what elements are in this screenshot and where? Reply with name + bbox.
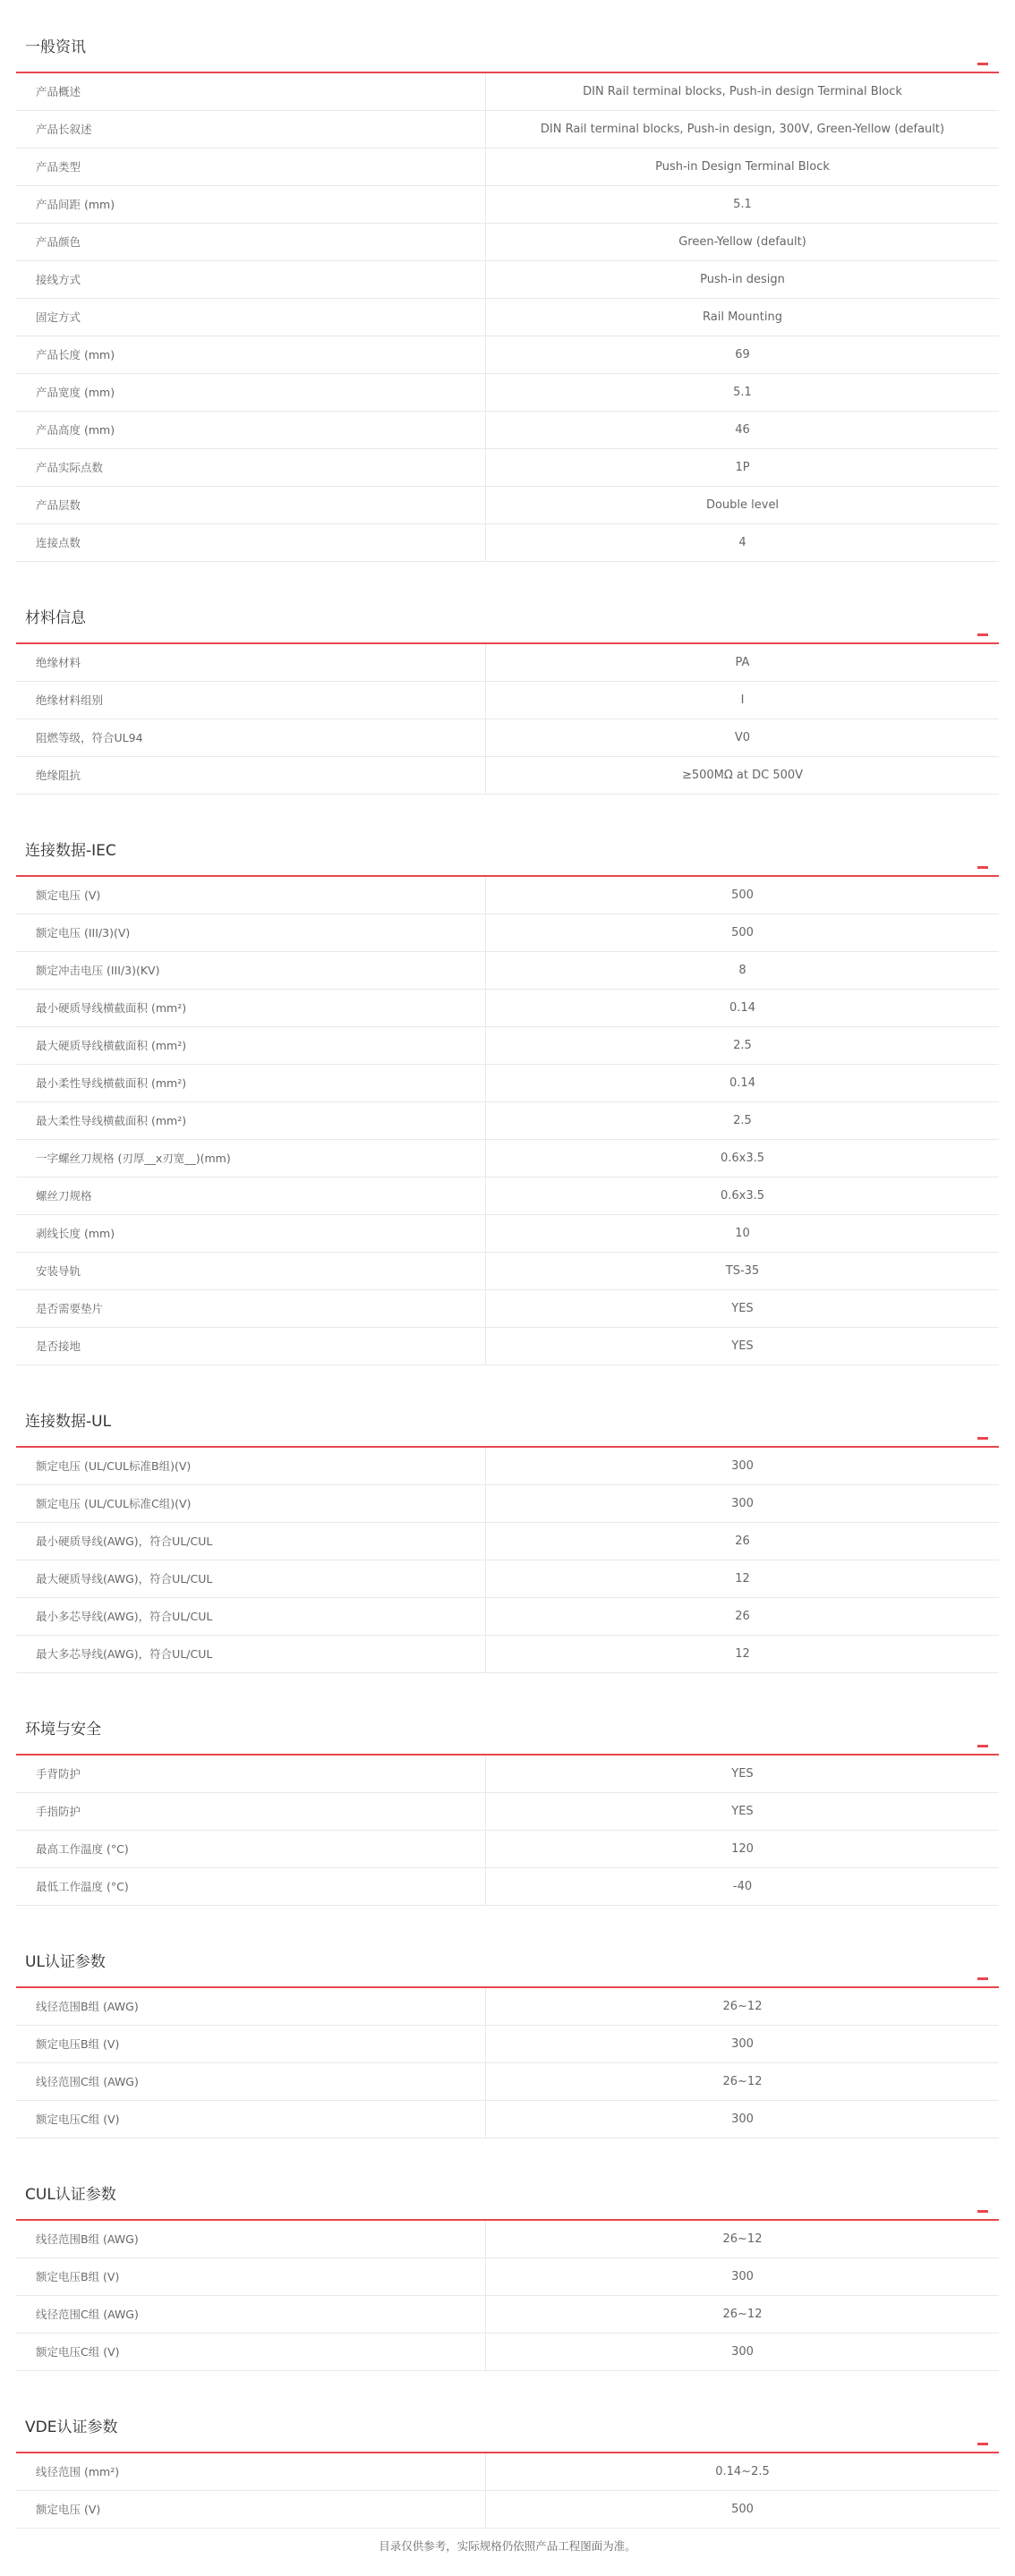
spec-label: 最大柔性导线横截面积 (mm²) — [16, 1102, 486, 1139]
section-title: 环境与安全 — [25, 1721, 101, 1739]
disclaimer-footnote: 目录仅供参考，实际规格仍依照产品工程图面为准。 — [379, 2539, 636, 2553]
spec-value: 10 — [735, 1227, 750, 1240]
spec-row — [16, 1253, 999, 1290]
collapse-minus-icon[interactable] — [977, 1437, 988, 1440]
spec-value: 300 — [731, 2345, 754, 2359]
spec-label: 产品宽度 (mm) — [16, 374, 486, 411]
spec-row — [16, 186, 999, 224]
spec-row — [16, 1598, 999, 1636]
spec-value: 26~12 — [722, 2075, 763, 2088]
spec-row — [16, 1328, 999, 1365]
spec-row — [16, 2453, 999, 2491]
spec-row — [16, 1290, 999, 1328]
spec-value: Rail Mounting — [703, 310, 782, 324]
spec-label: 最小多芯导线(AWG)，符合UL/CUL — [16, 1598, 486, 1635]
spec-label: 线径范围 (mm²) — [16, 2453, 486, 2490]
spec-label: 手背防护 — [16, 1756, 486, 1792]
spec-value: -40 — [732, 1880, 753, 1893]
spec-value: 5.1 — [733, 198, 752, 211]
spec-section — [16, 587, 999, 795]
spec-value: 8 — [738, 964, 746, 977]
spec-label: 最小柔性导线横截面积 (mm²) — [16, 1065, 486, 1101]
spec-label: 最大硬质导线(AWG)，符合UL/CUL — [16, 1560, 486, 1597]
spec-value: 12 — [735, 1572, 750, 1586]
spec-label: 产品间距 (mm) — [16, 186, 486, 223]
spec-label: 额定电压C组 (V) — [16, 2101, 486, 2138]
spec-label: 线径范围C组 (AWG) — [16, 2063, 486, 2100]
spec-label: 产品长叙述 — [16, 111, 486, 148]
spec-label: 阻燃等级，符合UL94 — [16, 719, 486, 756]
collapse-minus-icon[interactable] — [977, 1745, 988, 1747]
spec-label: 额定电压B组 (V) — [16, 2258, 486, 2295]
spec-value: Double level — [705, 498, 780, 512]
section-header — [16, 1698, 999, 1756]
spec-row — [16, 877, 999, 914]
spec-row — [16, 487, 999, 524]
spec-value: 26~12 — [722, 2232, 763, 2246]
spec-value: 26 — [735, 1610, 750, 1623]
spec-value: YES — [731, 1767, 754, 1781]
spec-row — [16, 2063, 999, 2101]
spec-label: 产品类型 — [16, 149, 486, 185]
spec-label: 产品颜色 — [16, 224, 486, 260]
section-title: 材料信息 — [25, 609, 86, 627]
spec-value: 300 — [731, 1497, 754, 1510]
spec-section — [16, 1390, 999, 1673]
spec-row — [16, 1065, 999, 1102]
spec-label: 接线方式 — [16, 261, 486, 298]
spec-label: 产品概述 — [16, 73, 486, 110]
spec-row — [16, 449, 999, 487]
collapse-minus-icon[interactable] — [977, 63, 988, 65]
spec-label: 额定电压 (V) — [16, 877, 486, 914]
section-title: 连接数据-UL — [25, 1413, 112, 1431]
spec-value: DIN Rail terminal blocks, Push-in design, 300V, Green-Yellow (default) — [540, 123, 945, 136]
section-title: VDE认证参数 — [25, 2419, 118, 2436]
section-header — [16, 2164, 999, 2221]
spec-value: 500 — [731, 2503, 754, 2516]
spec-value: PA — [735, 656, 750, 669]
spec-row — [16, 1140, 999, 1177]
spec-label: 绝缘材料组别 — [16, 682, 486, 718]
spec-value: 0.14~2.5 — [715, 2465, 770, 2478]
spec-value: TS-35 — [725, 1264, 760, 1278]
spec-label: 最小硬质导线(AWG)，符合UL/CUL — [16, 1523, 486, 1560]
spec-label: 是否需要垫片 — [16, 1290, 486, 1327]
section-header — [16, 16, 999, 73]
spec-label: 安装导轨 — [16, 1253, 486, 1289]
spec-row — [16, 1636, 999, 1673]
spec-row — [16, 2491, 999, 2529]
spec-value: DIN Rail terminal blocks, Push-in design Terminal Block — [583, 85, 902, 98]
spec-label: 剥线长度 (mm) — [16, 1215, 486, 1252]
spec-label: 产品层数 — [16, 487, 486, 523]
spec-row — [16, 1177, 999, 1215]
spec-value: 500 — [731, 926, 754, 939]
spec-label: 是否接地 — [16, 1328, 486, 1365]
spec-label: 绝缘阻抗 — [16, 757, 486, 794]
spec-row — [16, 1485, 999, 1523]
spec-value: 26~12 — [722, 2308, 763, 2321]
spec-row — [16, 1215, 999, 1253]
spec-section — [16, 820, 999, 1365]
spec-value: 26~12 — [722, 2000, 763, 2013]
spec-row — [16, 914, 999, 952]
spec-value: 500 — [731, 888, 754, 902]
spec-value: 12 — [735, 1647, 750, 1661]
spec-row — [16, 1793, 999, 1831]
spec-label: 一字螺丝刀规格 (刃厚__x刃宽__)(mm) — [16, 1140, 486, 1177]
spec-value: 300 — [731, 2270, 754, 2283]
spec-value: ≥500MΩ at DC 500V — [681, 769, 804, 782]
spec-row — [16, 1988, 999, 2026]
spec-label: 线径范围C组 (AWG) — [16, 2296, 486, 2333]
spec-row — [16, 1448, 999, 1485]
spec-section — [16, 1698, 999, 1906]
spec-label: 额定冲击电压 (III/3)(KV) — [16, 952, 486, 989]
section-title: UL认证参数 — [25, 1953, 106, 1971]
spec-value: 5.1 — [733, 386, 752, 399]
spec-row — [16, 2334, 999, 2371]
section-header — [16, 1931, 999, 1988]
spec-label: 产品长度 (mm) — [16, 336, 486, 373]
spec-label: 绝缘材料 — [16, 644, 486, 681]
collapse-minus-icon[interactable] — [977, 633, 988, 636]
spec-label: 额定电压 (UL/CUL标准C组)(V) — [16, 1485, 486, 1522]
collapse-minus-icon[interactable] — [977, 2210, 988, 2213]
spec-row — [16, 374, 999, 412]
spec-row — [16, 261, 999, 299]
spec-value: Push-in Design Terminal Block — [655, 160, 830, 174]
spec-row — [16, 757, 999, 795]
spec-value: 1P — [735, 461, 750, 474]
spec-value: 0.6x3.5 — [720, 1189, 765, 1203]
spec-label: 额定电压 (UL/CUL标准B组)(V) — [16, 1448, 486, 1484]
spec-row — [16, 1027, 999, 1065]
spec-value: 26 — [735, 1535, 750, 1548]
section-header — [16, 2396, 999, 2453]
spec-row — [16, 412, 999, 449]
spec-label: 连接点数 — [16, 524, 486, 561]
spec-value: Push-in design — [700, 273, 785, 286]
spec-value: 0.14 — [729, 1076, 755, 1090]
section-header — [16, 587, 999, 644]
spec-page — [16, 16, 999, 2554]
spec-label: 最小硬质导线横截面积 (mm²) — [16, 990, 486, 1026]
spec-value: 0.14 — [729, 1001, 755, 1015]
spec-value: 46 — [735, 423, 750, 437]
spec-value: V0 — [734, 731, 751, 744]
spec-label: 额定电压 (V) — [16, 2491, 486, 2528]
spec-value: Green-Yellow (default) — [678, 235, 806, 249]
spec-label: 手指防护 — [16, 1793, 486, 1830]
spec-label: 产品高度 (mm) — [16, 412, 486, 448]
spec-label: 额定电压B组 (V) — [16, 2026, 486, 2062]
spec-label: 线径范围B组 (AWG) — [16, 2221, 486, 2257]
spec-label: 额定电压C组 (V) — [16, 2334, 486, 2370]
spec-label: 螺丝刀规格 — [16, 1177, 486, 1214]
spec-row — [16, 2296, 999, 2334]
spec-row — [16, 524, 999, 562]
section-title: 一般资讯 — [25, 38, 86, 56]
spec-value: YES — [731, 1339, 754, 1353]
spec-row — [16, 1868, 999, 1906]
spec-label: 最大硬质导线横截面积 (mm²) — [16, 1027, 486, 1064]
spec-row — [16, 1523, 999, 1560]
spec-section — [16, 2396, 999, 2529]
spec-value: 300 — [731, 2113, 754, 2126]
spec-value: 0.6x3.5 — [720, 1152, 765, 1165]
spec-row — [16, 336, 999, 374]
spec-row — [16, 644, 999, 682]
spec-value: YES — [731, 1302, 754, 1315]
spec-value: 2.5 — [733, 1039, 752, 1052]
spec-row — [16, 149, 999, 186]
spec-value: YES — [731, 1805, 754, 1818]
spec-value: 300 — [731, 2037, 754, 2051]
section-header — [16, 820, 999, 877]
spec-value: 69 — [735, 348, 750, 361]
spec-row — [16, 682, 999, 719]
collapse-minus-icon[interactable] — [977, 866, 988, 869]
spec-label: 最大多芯导线(AWG)，符合UL/CUL — [16, 1636, 486, 1672]
spec-row — [16, 1560, 999, 1598]
spec-row — [16, 111, 999, 149]
collapse-minus-icon[interactable] — [977, 2443, 988, 2445]
spec-section — [16, 2164, 999, 2371]
spec-section — [16, 16, 999, 562]
spec-label: 线径范围B组 (AWG) — [16, 1988, 486, 2025]
spec-label: 额定电压 (III/3)(V) — [16, 914, 486, 951]
spec-label: 固定方式 — [16, 299, 486, 336]
spec-row — [16, 2101, 999, 2138]
spec-row — [16, 990, 999, 1027]
spec-row — [16, 299, 999, 336]
spec-value: 2.5 — [733, 1114, 752, 1127]
spec-value: 4 — [738, 536, 746, 549]
spec-row — [16, 952, 999, 990]
section-title: 连接数据-IEC — [25, 842, 116, 860]
spec-label: 最低工作温度 (°C) — [16, 1868, 486, 1905]
spec-row — [16, 2258, 999, 2296]
section-header — [16, 1390, 999, 1448]
spec-row — [16, 1831, 999, 1868]
spec-section — [16, 1931, 999, 2138]
spec-value: I — [740, 693, 745, 707]
spec-value: 120 — [731, 1842, 754, 1856]
spec-label: 最高工作温度 (°C) — [16, 1831, 486, 1867]
collapse-minus-icon[interactable] — [977, 1977, 988, 1980]
spec-row — [16, 1756, 999, 1793]
spec-row — [16, 224, 999, 261]
spec-value: 300 — [731, 1459, 754, 1473]
spec-row — [16, 2026, 999, 2063]
spec-label: 产品实际点数 — [16, 449, 486, 486]
spec-row — [16, 73, 999, 111]
section-title: CUL认证参数 — [25, 2186, 116, 2204]
spec-row — [16, 1102, 999, 1140]
spec-row — [16, 719, 999, 757]
spec-row — [16, 2221, 999, 2258]
